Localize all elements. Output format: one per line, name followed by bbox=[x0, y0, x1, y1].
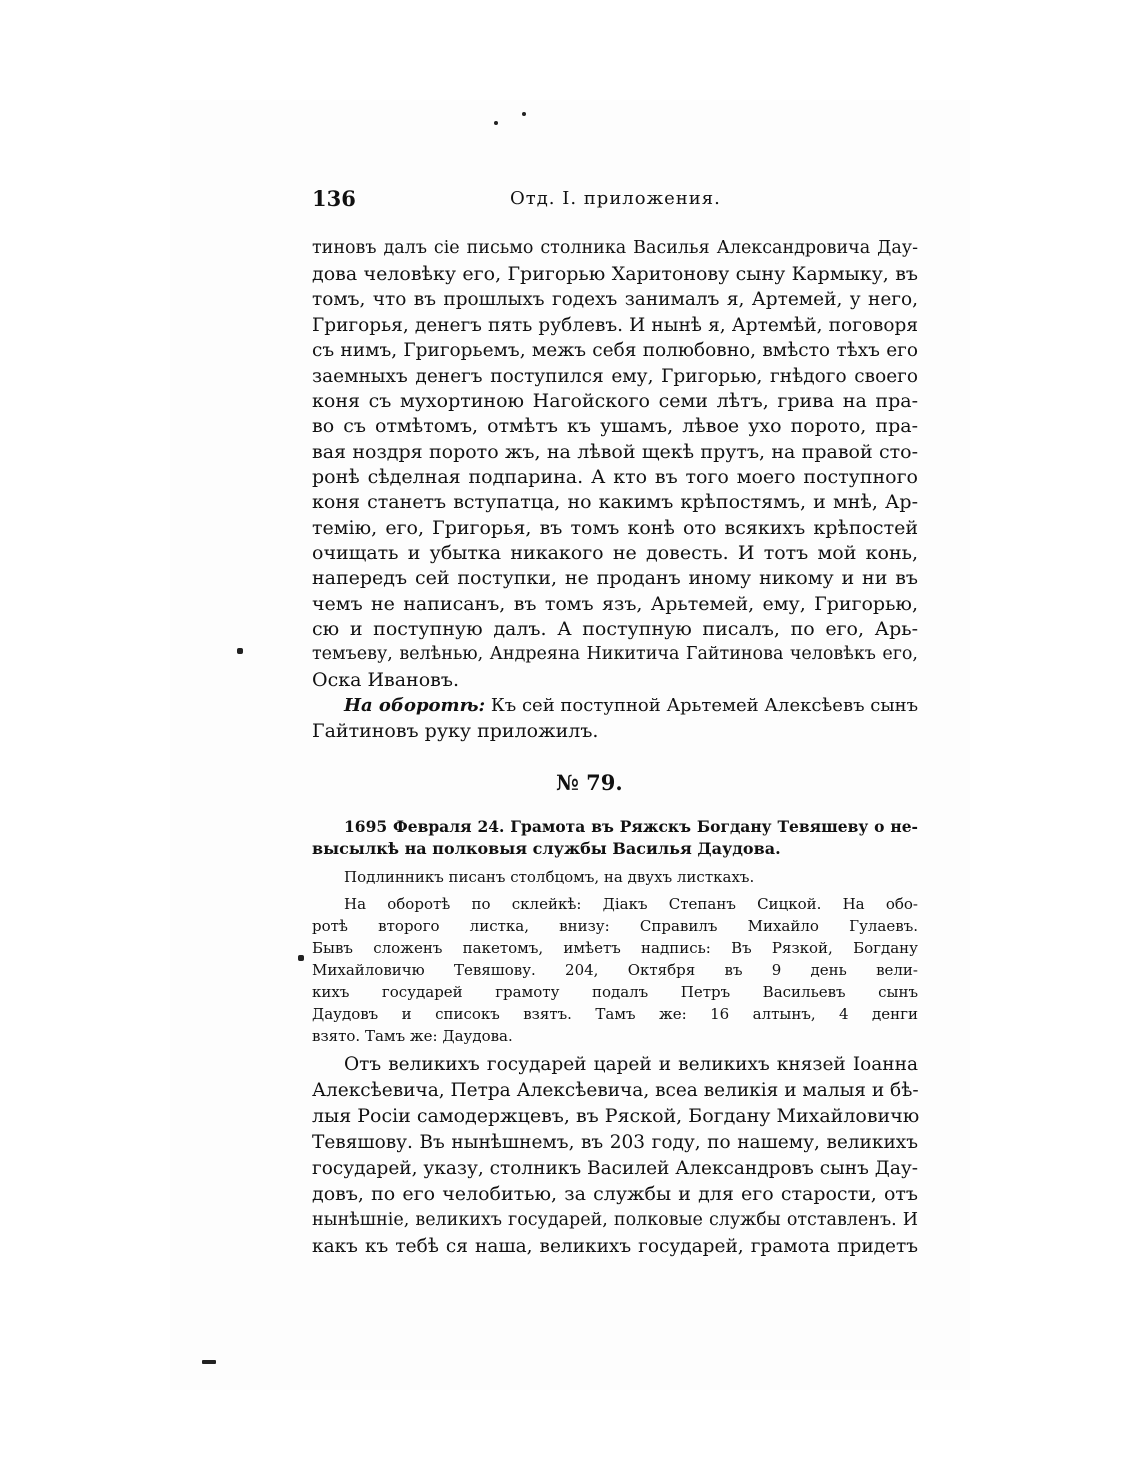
verso-note-line: На оборотѣ по склейкѣ: Діакъ Степанъ Сицкой. На обо- bbox=[344, 895, 918, 913]
body-line: заемныхъ денегъ поступился ему, Григорью, гнѣдого своего bbox=[312, 366, 918, 387]
scan-speck bbox=[494, 121, 498, 125]
verso-line: Гайтиновъ руку приложилъ. bbox=[312, 720, 599, 742]
body-line: во съ отмѣтомъ, отмѣтъ къ ушамъ, лѣвое ухо порото, пра- bbox=[312, 415, 918, 437]
text-line: Алексѣевича, Петра Алексѣевича, всеа великія и малыя и бѣ- bbox=[312, 1080, 919, 1101]
text-line: Отъ великихъ государей царей и великихъ князей Іоанна bbox=[344, 1054, 918, 1075]
document-number: № 79. bbox=[556, 770, 623, 795]
text-line: Тевяшову. Въ нынѣшнемъ, въ 203 году, по нашему, великихъ bbox=[312, 1132, 918, 1153]
body-line: ронѣ сѣделная подпарина. А кто въ того моего поступного bbox=[312, 466, 918, 488]
body-line: чемъ не написанъ, въ томъ язъ, Арьтемей, ему, Григорью, bbox=[312, 593, 918, 615]
body-line: коня станетъ вступатца, но какимъ крѣпостямъ, и мнѣ, Ар- bbox=[312, 491, 918, 513]
body-line: Григорья, денегъ пять рублевъ. И нынѣ я, Артемѣй, поговоря bbox=[312, 315, 918, 336]
text-line: нынѣшніе, великихъ государей, полковые службы отставленъ. И bbox=[312, 1210, 918, 1230]
document-header-line: 1695 Февраля 24. Грамота въ Ряжскъ Богдану Тевяшеву о не- bbox=[344, 817, 918, 836]
page-number: 136 bbox=[312, 186, 356, 211]
verso-note-line: Михайловичю Тевяшову. 204, Октября въ 9 день вели- bbox=[312, 961, 918, 979]
scan-speck bbox=[237, 648, 243, 654]
verso-note-line: взято. Тамъ же: Даудова. bbox=[312, 1027, 513, 1045]
verso-label: На оборотѣ: bbox=[344, 695, 486, 716]
body-line: напередъ сей поступки, не проданъ иному никому и ни въ bbox=[312, 567, 918, 589]
scan-speck bbox=[202, 1360, 216, 1364]
body-line: съ нимъ, Григорьемъ, межъ себя полюбовно, вмѣсто тѣхъ его bbox=[312, 340, 918, 361]
body-line: томъ, что въ прошлыхъ годехъ занималъ я, Артемей, у него, bbox=[312, 289, 918, 310]
text-line: государей, указу, столникъ Василей Александровъ сынъ Дау- bbox=[312, 1158, 918, 1179]
body-line: очищать и убытка никакого не довесть. И тотъ мой конь, bbox=[312, 542, 918, 564]
original-note: Подлинникъ писанъ столбцомъ, на двухъ листкахъ. bbox=[344, 868, 755, 886]
text-line: довъ, по его челобитью, за службы и для его старости, отъ bbox=[312, 1183, 918, 1205]
document-header-line: высылкѣ на полковыя службы Василья Даудова. bbox=[312, 839, 781, 858]
verso-note-line: Бывъ сложенъ пакетомъ, имѣетъ надпись: Въ Рязкой, Богдану bbox=[312, 939, 918, 957]
scan-speck bbox=[522, 112, 526, 116]
body-line: коня съ мухортиною Нагойского семи лѣтъ, грива на пра- bbox=[312, 390, 918, 412]
verso-line bbox=[344, 693, 918, 718]
body-line: Оска Ивановъ. bbox=[312, 669, 459, 691]
scan-speck bbox=[298, 955, 304, 961]
body-line: темію, его, Григорья, въ томъ конѣ ото всякихъ крѣпостей bbox=[312, 517, 918, 539]
text-line: какъ къ тебѣ ся наша, великихъ государей, грамота придетъ bbox=[312, 1236, 918, 1257]
body-line: сю и поступную далъ. А поступную писалъ, по его, Арь- bbox=[312, 618, 918, 640]
body-line: тиновъ далъ сіе письмо столника Василья Александровича Дау- bbox=[312, 238, 918, 258]
body-line: темъеву, велѣнью, Андреяна Никитича Гайтинова человѣкъ его, bbox=[312, 644, 918, 664]
text-line: лыя Росіи самодержцевъ, въ Ряской, Богдану Михайловичю bbox=[312, 1105, 920, 1127]
verso-note-line: кихъ государей грамоту подалъ Петръ Васильевъ сынъ bbox=[312, 983, 918, 1001]
verso-note-line: Даудовъ и списокъ взятъ. Тамъ же: 16 алтынъ, 4 денги bbox=[312, 1005, 918, 1023]
verso-text: Къ сей поступной Арьтемей Алексѣевъ сынъ bbox=[490, 695, 919, 716]
section-title: Отд. I. приложения. bbox=[510, 188, 721, 209]
verso-note-line: ротѣ второго листка, внизу: Справилъ Михайло Гулаевъ. bbox=[312, 917, 918, 935]
body-line: вая ноздря порото жъ, на лѣвой щекѣ прутъ, на правой сто- bbox=[312, 441, 918, 463]
body-line: дова человѣку его, Григорью Харитонову сыну Кармыку, въ bbox=[312, 263, 918, 285]
